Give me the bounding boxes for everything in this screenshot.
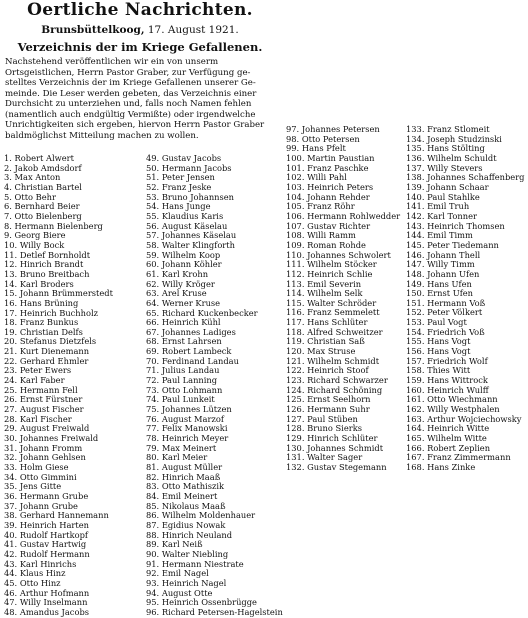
- fallen-name-entry: 21. Kurt Dienemann: [4, 347, 90, 357]
- fallen-name-entry: 15. Johann Brümmerstedt: [4, 289, 113, 299]
- fallen-name-entry: 59. Wilhelm Koop: [146, 250, 221, 260]
- fallen-name-entry: 110. Johannes Schwolert: [286, 250, 391, 260]
- fallen-name-entry: 89. Karl Neiß: [146, 540, 203, 550]
- fallen-name-entry: 159. Hans Wittrock: [406, 376, 488, 386]
- fallen-name-entry: 38. Gerhard Hannemann: [4, 511, 109, 521]
- fallen-name-entry: 2. Jakob Amdsdorf: [4, 163, 82, 173]
- fallen-name-entry: 66. Heinrich Kühl: [146, 318, 221, 328]
- fallen-name-entry: 161. Otto Wiechmann: [406, 395, 498, 405]
- fallen-name-entry: 120. Max Struse: [286, 347, 356, 357]
- fallen-name-entry: 64. Werner Kruse: [146, 298, 221, 308]
- fallen-name-entry: 123. Richard Schwarzer: [286, 376, 388, 386]
- fallen-name-entry: 153. Paul Vogt: [406, 318, 467, 328]
- fallen-name-entry: 33. Holm Giese: [4, 463, 69, 472]
- fallen-name-entry: 81. August Müller: [146, 463, 223, 472]
- intro-line: Durchsicht zu unterziehen und, falls noch Namen fehlen: [5, 99, 252, 109]
- fallen-name-entry: 125. Ernst Seelhorn: [286, 395, 371, 405]
- fallen-name-entry: 154. Friedrich Voß: [406, 327, 485, 337]
- fallen-name-entry: 44. Klaus Hinz: [4, 569, 66, 579]
- fallen-name-entry: 168. Hans Zinke: [406, 462, 476, 472]
- fallen-name-entry: 17. Heinrich Buchholz: [4, 308, 99, 318]
- fallen-name-entry: 10. Willy Bock: [4, 240, 65, 250]
- fallen-name-entry: 117. Hans Schlüter: [286, 318, 368, 328]
- fallen-name-entry: 155. Hans Vogt: [406, 337, 471, 347]
- fallen-name-entry: 149. Hans Ufen: [406, 279, 472, 289]
- fallen-name-entry: 8. Hermann Bielenberg: [4, 221, 103, 231]
- fallen-name-entry: 4. Christian Bartel: [4, 182, 82, 192]
- fallen-name-entry: 109. Roman Rohde: [286, 240, 366, 250]
- fallen-name-entry: 163. Arthur Wojciechowsky: [406, 414, 522, 424]
- fallen-name-entry: 6. Bernhard Beier: [4, 202, 80, 212]
- fallen-name-entry: 88. Hinrich Neuland: [146, 530, 233, 540]
- fallen-name-entry: 69. Robert Lambeck: [146, 347, 232, 357]
- fallen-name-entry: 53. Bruno Johannsen: [146, 192, 235, 202]
- fallen-name-entry: 74. Paul Lunkeit: [146, 395, 215, 405]
- fallen-name-entry: 112. Heinrich Schlie: [286, 269, 373, 279]
- fallen-name-entry: 26. Ernst Fürstner: [4, 395, 83, 405]
- fallen-name-entry: 98. Otto Petersen: [286, 134, 360, 144]
- intro-line: baldmöglichst Mitteilung machen zu wollen.: [5, 130, 199, 141]
- names-column-3: [286, 125, 404, 473]
- intro-line: Nachstehend veröffentlichen wir ein von unserm: [5, 57, 219, 67]
- fallen-name-entry: 108. Willi Ramm: [286, 231, 356, 241]
- fallen-name-entry: 43. Karl Hinrichs: [4, 559, 77, 569]
- fallen-name-entry: 132. Gustav Stegemann: [286, 462, 387, 472]
- fallen-name-entry: 90. Walter Niebling: [146, 549, 229, 559]
- intro-line: Unrichtigkeiten sich ergeben, hiervon Herrn Pastor Graber: [5, 120, 265, 130]
- fallen-name-entry: 91. Hermann Niestrate: [146, 559, 244, 569]
- fallen-name-entry: 76. August Marzof: [146, 414, 224, 424]
- dateline-date: 17. August 1921.: [147, 24, 239, 36]
- fallen-name-entry: 63. Arel Kruse: [146, 289, 207, 299]
- fallen-name-entry: 101. Franz Paschke: [286, 163, 369, 173]
- fallen-name-entry: 48. Amandus Jacobs: [4, 607, 90, 617]
- fallen-name-entry: 166. Robert Zeplien: [406, 443, 491, 453]
- fallen-name-entry: 28. Karl Fischer: [4, 414, 72, 424]
- intro-line: stelltes Verzeichnis der im Kriege Gefallenen unserer Ge-: [5, 78, 256, 88]
- fallen-name-entry: 41. Gustav Hartwig: [4, 540, 87, 550]
- fallen-name-entry: 104. Johann Rehder: [286, 192, 370, 202]
- fallen-name-entry: 131. Walter Sager: [286, 453, 363, 463]
- fallen-name-entry: 61. Karl Krohn: [146, 269, 209, 279]
- fallen-name-entry: 5. Otto Behr: [4, 192, 56, 202]
- fallen-name-entry: 50. Hermann Jacobs: [146, 163, 232, 173]
- fallen-name-entry: 25. Hermann Fell: [4, 385, 78, 395]
- fallen-name-entry: 122. Heinrich Stoof: [286, 366, 369, 376]
- fallen-name-entry: 68. Ernst Lahrsen: [146, 337, 222, 347]
- fallen-name-entry: 7. Otto Bielenberg: [4, 211, 82, 221]
- fallen-name-entry: 152. Peter Völkert: [406, 308, 483, 318]
- fallen-name-entry: 31. Johann Fromm: [4, 443, 83, 453]
- fallen-name-entry: 137. Willy Stevers: [406, 163, 483, 173]
- column-title: Oertliche Nachrichten.: [27, 0, 253, 20]
- fallen-name-entry: 136. Wilhelm Schuldt: [406, 153, 497, 163]
- fallen-name-entry: 138. Johannes Schaffenberg: [406, 173, 525, 183]
- article-heading: Verzeichnis der im Kriege Gefallenen.: [17, 40, 263, 54]
- fallen-name-entry: 148. Johann Ufen: [406, 269, 480, 279]
- fallen-name-entry: 141. Emil Truh: [406, 202, 470, 212]
- fallen-name-entry: 150. Ernst Ufen: [406, 289, 474, 299]
- fallen-name-entry: 145. Peter Tiedemann: [406, 240, 499, 250]
- fallen-name-entry: 35. Jens Gitte: [4, 482, 62, 492]
- fallen-name-entry: 87. Egidius Nowak: [146, 520, 226, 530]
- fallen-name-entry: 94. August Otte: [146, 588, 213, 598]
- fallen-name-entry: 134. Joseph Studzinski: [406, 134, 502, 144]
- fallen-name-entry: 52. Franz Jeske: [146, 182, 212, 192]
- fallen-name-entry: 128. Bruno Sierks: [286, 424, 362, 434]
- fallen-name-entry: 45. Otto Hinz: [4, 578, 61, 588]
- fallen-name-entry: 113. Emil Severin: [286, 279, 362, 289]
- fallen-name-entry: 146. Johann Thell: [406, 250, 481, 260]
- fallen-name-entry: 72. Paul Lanning: [146, 376, 218, 386]
- fallen-name-entry: 107. Gustav Richter: [286, 221, 371, 231]
- fallen-name-entry: 29. August Freiwald: [4, 424, 90, 434]
- intro-line: (namentlich auch endgültig Vermißte) oder irgendwelche: [5, 109, 256, 120]
- fallen-name-entry: 73. Otto Lohmann: [146, 385, 223, 395]
- fallen-name-entry: 46. Arthur Hofmann: [4, 588, 90, 598]
- fallen-name-entry: 54. Hans Junge: [146, 202, 211, 212]
- fallen-name-entry: 71. Julius Landau: [146, 366, 220, 376]
- fallen-name-entry: 80. Karl Meier: [146, 453, 208, 463]
- fallen-name-entry: 92. Emil Nagel: [146, 569, 209, 579]
- fallen-name-entry: 55. Klaudius Karis: [146, 211, 224, 221]
- fallen-name-entry: 85. Nikolaus Maaß: [146, 501, 226, 511]
- fallen-name-entry: 20. Stefanus Dietzfels: [4, 337, 97, 347]
- fallen-name-entry: 151. Hermann Voß: [406, 298, 486, 308]
- fallen-name-entry: 16. Hans Brüning: [4, 298, 79, 308]
- fallen-name-entry: 13. Bruno Breitbach: [4, 269, 90, 279]
- fallen-name-entry: 147. Willy Timm: [406, 260, 475, 270]
- fallen-name-entry: 75. Johannes Lützen: [146, 405, 232, 415]
- fallen-name-entry: 119. Christian Saß: [286, 337, 365, 347]
- intro-line: Ortsgeistlichen, Herrn Pastor Graber, zur Verfügung ge-: [5, 67, 251, 78]
- fallen-name-entry: 30. Johannes Freiwald: [4, 434, 99, 444]
- fallen-name-entry: 135. Hans Stölting: [406, 144, 485, 154]
- fallen-name-entry: 24. Karl Faber: [4, 376, 65, 386]
- fallen-name-entry: 95. Heinrich Ossenbrügge: [146, 598, 257, 608]
- fallen-name-entry: 51. Peter Jensen: [146, 173, 215, 183]
- fallen-name-entry: 160. Heinrich Wulff: [406, 385, 489, 395]
- fallen-name-entry: 162. Willy Westphalen: [406, 405, 500, 415]
- fallen-name-entry: 40. Rudolf Hartkopf: [4, 530, 88, 540]
- fallen-name-entry: 157. Friedrich Wolf: [406, 356, 488, 366]
- fallen-name-entry: 70. Ferdinand Landau: [146, 356, 239, 366]
- fallen-name-entry: 93. Heinrich Nagel: [146, 578, 227, 588]
- fallen-name-entry: 133. Franz Stlomeit: [406, 125, 490, 134]
- fallen-name-entry: 143. Heinrich Thomsen: [406, 221, 505, 231]
- fallen-name-entry: 99. Hans Pfelt: [286, 144, 346, 154]
- fallen-name-entry: 114. Wilhelm Selk: [286, 289, 363, 299]
- fallen-name-entry: 139. Johann Schaar: [406, 182, 489, 192]
- fallen-name-entry: 65. Richard Kuckenbecker: [146, 308, 258, 318]
- fallen-name-entry: 82. Hinrich Maaß: [146, 472, 221, 482]
- fallen-name-entry: 130. Johannes Schmidt: [286, 443, 384, 453]
- fallen-name-entry: 23. Peter Ewers: [4, 366, 72, 376]
- fallen-name-entry: 83. Otto Mathiszik: [146, 482, 225, 492]
- fallen-name-entry: 39. Heinrich Harten: [4, 520, 89, 530]
- fallen-name-entry: 142. Karl Tonner: [406, 211, 477, 221]
- fallen-name-entry: 118. Alfred Schweitzer: [286, 327, 383, 337]
- names-column-4: [406, 125, 526, 473]
- fallen-name-entry: 116. Franz Semmelett: [286, 308, 380, 318]
- fallen-name-entry: 103. Heinrich Peters: [286, 182, 374, 192]
- fallen-name-entry: 77. Felix Manowski: [146, 424, 228, 434]
- fallen-name-entry: 167. Franz Zimmermann: [406, 453, 511, 463]
- fallen-name-entry: 84. Emil Meinert: [146, 491, 218, 501]
- fallen-name-entry: 12. Hinrich Brandt: [4, 260, 84, 270]
- fallen-name-entry: 47. Willy Inselmann: [4, 598, 88, 608]
- intro-line: meinde. Die Leser werden gebeten, das Verzeichnis einer: [5, 88, 257, 99]
- fallen-name-entry: 86. Wilhelm Moldenhauer: [146, 511, 256, 521]
- fallen-name-entry: 36. Hermann Grube: [4, 491, 89, 501]
- names-column-1: [4, 154, 134, 618]
- fallen-name-entry: 127. Paul Stüben: [286, 414, 358, 424]
- fallen-name-entry: 129. Hinrich Schlüter: [286, 434, 378, 443]
- fallen-name-entry: 144. Emil Timm: [406, 231, 473, 241]
- fallen-name-entry: 100. Martin Paustian: [286, 153, 375, 163]
- fallen-name-entry: 34. Otto Gimmini: [4, 472, 77, 482]
- fallen-name-entry: 115. Walter Schröder: [286, 298, 377, 308]
- fallen-name-entry: 67. Johannes Ladiges: [146, 327, 236, 337]
- fallen-name-entry: 62. Willy Kröger: [146, 279, 215, 289]
- fallen-name-entry: 9. Georg Biere: [4, 231, 66, 241]
- fallen-name-entry: 165. Wilhelm Witte: [406, 434, 487, 443]
- fallen-name-entry: 158. Thies Witt: [406, 366, 471, 376]
- fallen-name-entry: 19. Christian Delfs: [4, 327, 83, 337]
- fallen-name-entry: 58. Walter Klingforth: [146, 240, 235, 250]
- dateline-place: Brunsbüttelkoog,: [41, 24, 145, 36]
- fallen-name-entry: 124. Richard Schöning: [286, 385, 383, 395]
- fallen-name-entry: 11. Detlef Bornholdt: [4, 250, 91, 260]
- fallen-name-entry: 27. August Fischer: [4, 405, 84, 415]
- fallen-name-entry: 18. Franz Bunkus: [4, 318, 79, 328]
- dateline: [0, 24, 280, 36]
- names-column-2: [146, 154, 284, 618]
- fallen-name-entry: 22. Gerhard Ehmler: [4, 356, 89, 366]
- fallen-name-entry: 78. Heinrich Meyer: [146, 434, 229, 444]
- fallen-name-entry: 32. Johann Gehlsen: [4, 453, 86, 463]
- fallen-name-entry: 49. Gustav Jacobs: [146, 154, 222, 163]
- fallen-name-entry: 156. Hans Vogt: [406, 347, 471, 357]
- intro-paragraph: [5, 57, 277, 141]
- fallen-name-entry: 126. Hermann Suhr: [286, 405, 370, 415]
- fallen-name-entry: 97. Johannes Petersen: [286, 125, 380, 134]
- fallen-name-entry: 56. August Käselau: [146, 221, 228, 231]
- fallen-name-entry: 79. Max Meinert: [146, 443, 217, 453]
- fallen-name-entry: 37. Johann Grube: [4, 501, 78, 511]
- fallen-name-entry: 3. Max Anton: [4, 173, 61, 183]
- fallen-name-entry: 60. Johann Köhler: [146, 260, 222, 270]
- fallen-name-entry: 96. Richard Petersen-Hagelstein: [146, 607, 283, 617]
- fallen-name-entry: 102. Willi Pahl: [286, 173, 347, 183]
- fallen-name-entry: 42. Rudolf Hermann: [4, 549, 90, 559]
- fallen-name-entry: 106. Hermann Rohlwedder: [286, 211, 401, 221]
- fallen-name-entry: 57. Johannes Käselau: [146, 231, 237, 241]
- fallen-name-entry: 121. Wilhelm Schmidt: [286, 356, 380, 366]
- fallen-name-entry: 14. Karl Broders: [4, 279, 74, 289]
- fallen-name-entry: 1. Robert Alwert: [4, 154, 74, 163]
- fallen-name-entry: 111. Wilhelm Stöcker: [286, 260, 377, 270]
- fallen-name-entry: 164. Heinrich Witte: [406, 424, 490, 434]
- fallen-name-entry: 105. Franz Röhr: [286, 202, 355, 212]
- fallen-name-entry: 140. Paul Stahlke: [406, 192, 480, 202]
